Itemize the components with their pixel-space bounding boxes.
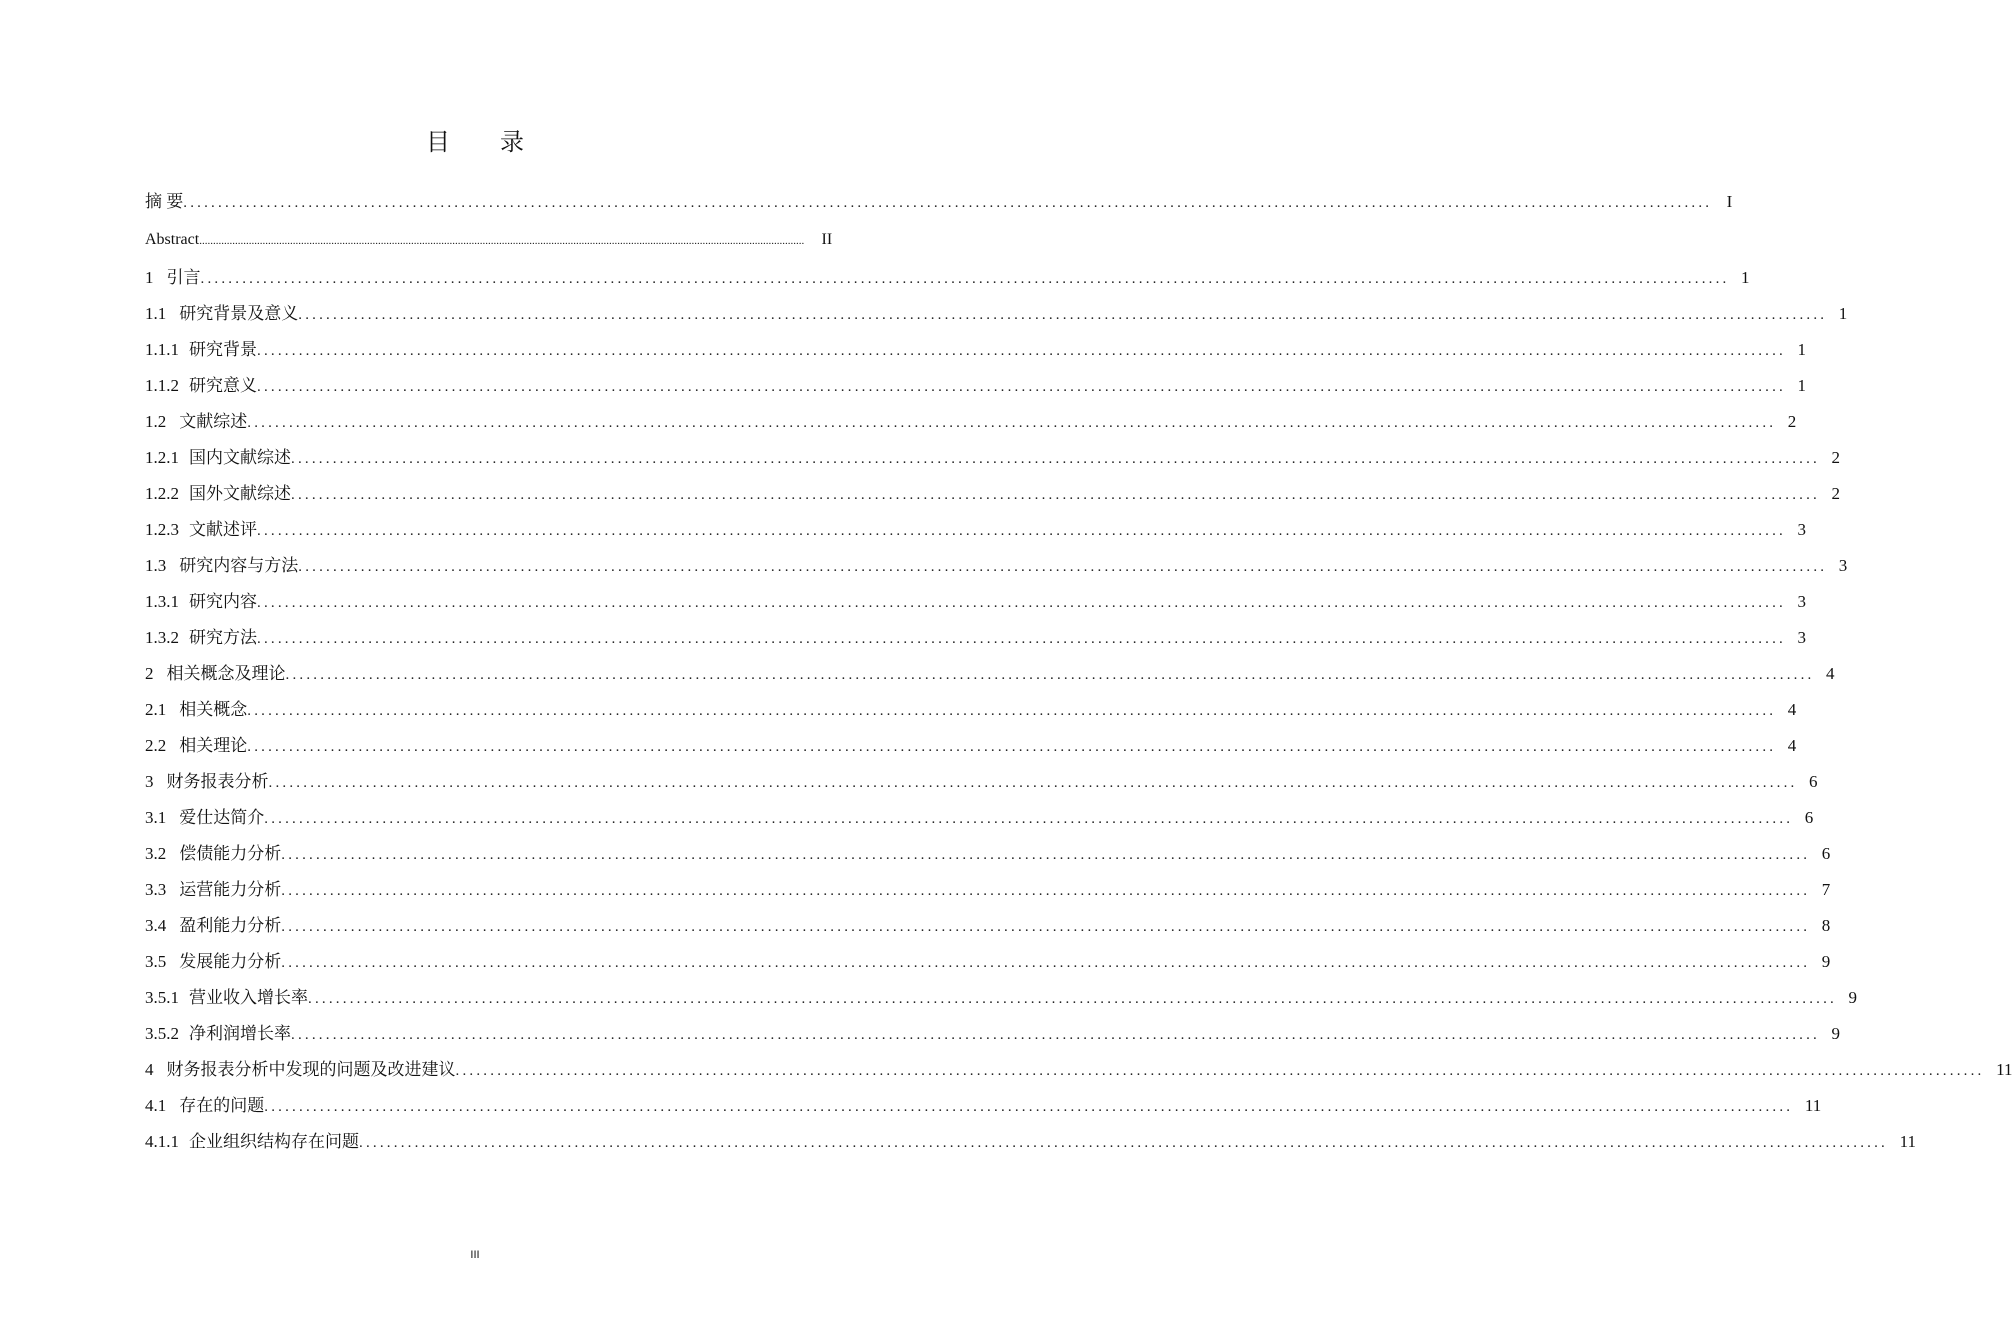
toc-entry-leader-dots: ............................................................................................................................................................................................................................ xyxy=(281,919,1811,935)
toc-entry-page-number: 11 xyxy=(1899,1132,1916,1151)
toc-entry[interactable] xyxy=(145,512,1806,548)
toc-entry-label: 盈利能力分析 xyxy=(179,916,282,935)
toc-entry[interactable] xyxy=(145,1052,2013,1088)
toc-entry-page-number: 3 xyxy=(1797,592,1806,611)
toc-entry-leader-dots: ............................................................................................................................................................................................................................ xyxy=(291,1027,1820,1043)
toc-entry-leader-dots: ............................................................................................................................................................................................................................ xyxy=(268,775,1798,791)
toc-entry-number: 1.3.2 xyxy=(145,628,179,647)
table-of-contents xyxy=(145,184,2013,1160)
toc-entry-label: 摘 要 xyxy=(145,192,184,211)
toc-entry[interactable] xyxy=(145,764,1818,800)
toc-entry-number: 4.1.1 xyxy=(145,1132,179,1151)
toc-entry-leader-dots: ............................................................................................................................................................................................................................ xyxy=(281,883,1811,899)
toc-entry-page-number: 6 xyxy=(1804,808,1814,827)
toc-entry-number: 1.3.1 xyxy=(145,592,179,611)
toc-entry-number: 1.1.2 xyxy=(145,376,179,395)
toc-entry-page-number: 11 xyxy=(1996,1060,2013,1079)
toc-entry-page-number: 3 xyxy=(1797,628,1806,647)
toc-entry[interactable] xyxy=(145,692,1797,728)
toc-entry-label: 文献述评 xyxy=(189,520,257,539)
toc-entry-label: 相关理论 xyxy=(179,736,248,755)
toc-entry-label: 财务报表分析中发现的问题及改进建议 xyxy=(166,1060,456,1079)
toc-entry-page-number: 4 xyxy=(1826,664,1835,683)
toc-entry-page-number: 3 xyxy=(1797,520,1806,539)
toc-entry[interactable] xyxy=(145,1016,1840,1052)
toc-entry-number: 1.3 xyxy=(145,556,167,575)
toc-entry-page-number: 1 xyxy=(1797,376,1806,395)
toc-entry-page-number: 9 xyxy=(1848,988,1857,1007)
toc-entry-label: 净利润增长率 xyxy=(189,1024,291,1043)
toc-entry-leader-dots: ............................................................................................................................................................................................................................ xyxy=(308,991,1837,1007)
toc-entry-number: 3.1 xyxy=(145,808,167,827)
toc-entry[interactable] xyxy=(145,944,1831,980)
toc-entry-leader-dots: ............................................................................................................................................................................................................................ xyxy=(257,595,1786,611)
toc-entry-label: 研究方法 xyxy=(189,628,257,647)
toc-entry-label: 引言 xyxy=(166,268,201,287)
toc-entry[interactable] xyxy=(145,656,1835,692)
toc-entry-label: 偿债能力分析 xyxy=(179,844,282,863)
toc-entry[interactable] xyxy=(145,184,1733,220)
toc-entry-label: 财务报表分析 xyxy=(166,772,269,791)
toc-entry-page-number: 6 xyxy=(1821,844,1831,863)
toc-entry[interactable] xyxy=(145,368,1806,404)
toc-entry-page-number: 2 xyxy=(1831,448,1840,467)
toc-entry-leader-dots: ............................................................................................................................................................................................................................ xyxy=(359,1135,1888,1151)
toc-entry-leader-dots: ............................................................................................................................................................................................................................ xyxy=(281,847,1811,863)
toc-entry-number: 2 xyxy=(145,664,154,683)
toc-entry[interactable] xyxy=(145,404,1797,440)
toc-entry-number: 3.3 xyxy=(145,880,167,899)
toc-entry-page-number: 2 xyxy=(1787,412,1797,431)
toc-entry-label: 研究背景及意义 xyxy=(179,304,299,323)
toc-entry-label: 研究内容与方法 xyxy=(179,556,299,575)
toc-entry-page-number: 3 xyxy=(1838,556,1848,575)
toc-entry-leader-dots: ............................................................................................................................................................................................................................ xyxy=(264,811,1794,827)
toc-entry-label: 运营能力分析 xyxy=(179,880,282,899)
toc-entry-page-number: 1 xyxy=(1838,304,1848,323)
footer-page-number: III xyxy=(470,1249,480,1261)
toc-entry-number: 3.2 xyxy=(145,844,167,863)
toc-entry-label: 国外文献综述 xyxy=(189,484,291,503)
toc-entry-label: 发展能力分析 xyxy=(179,952,282,971)
toc-entry-label: 企业组织结构存在问题 xyxy=(189,1132,359,1151)
toc-entry-label: 营业收入增长率 xyxy=(189,988,308,1007)
toc-entry-label: 相关概念 xyxy=(179,700,248,719)
toc-entry[interactable] xyxy=(145,584,1806,620)
toc-entry-page-number: 6 xyxy=(1809,772,1818,791)
toc-entry-page-number: 4 xyxy=(1787,736,1797,755)
toc-entry[interactable] xyxy=(145,220,833,260)
toc-entry[interactable] xyxy=(145,1088,1822,1124)
toc-entry-label: 研究背景 xyxy=(189,340,257,359)
toc-entry-number: 2.2 xyxy=(145,736,167,755)
toc-entry-leader-dots: ............................................................................................................................................................................................................................ xyxy=(200,271,1730,287)
toc-entry[interactable] xyxy=(145,836,1831,872)
toc-entry[interactable] xyxy=(145,476,1840,512)
toc-entry-number: 1.2 xyxy=(145,412,167,431)
toc-entry-leader-dots: ............................................................................................................................................................................................................................ xyxy=(291,487,1820,503)
toc-entry-leader-dots: ............................................................................................................................................................................................................................ xyxy=(257,379,1786,395)
toc-entry-page-number: 7 xyxy=(1821,880,1831,899)
toc-entry[interactable] xyxy=(145,620,1806,656)
toc-entry-number: 3 xyxy=(145,772,154,791)
toc-entry-page-number: 11 xyxy=(1804,1096,1822,1115)
toc-entry-number: 3.5 xyxy=(145,952,167,971)
toc-entry[interactable] xyxy=(145,728,1797,764)
toc-entry-leader-dots: ............................................................................................................................................................................................................................ xyxy=(264,1099,1794,1115)
toc-entry-leader-dots: ............................................................................................................................................................................................................................ xyxy=(247,415,1777,431)
toc-entry-page-number: 9 xyxy=(1831,1024,1840,1043)
toc-entry-number: 1.2.3 xyxy=(145,520,179,539)
toc-entry-label: 文献综述 xyxy=(179,412,248,431)
toc-entry-page-number: I xyxy=(1726,192,1733,211)
toc-entry-number: 1.1.1 xyxy=(145,340,179,359)
toc-entry-number: 3.5.1 xyxy=(145,988,179,1007)
toc-entry-leader-dots: ............................................................................................................................................................................................................................ xyxy=(257,343,1786,359)
toc-entry-number: 4 xyxy=(145,1060,154,1079)
toc-entry[interactable] xyxy=(145,332,1806,368)
toc-entry-number: 4.1 xyxy=(145,1096,167,1115)
toc-entry-page-number: 9 xyxy=(1821,952,1831,971)
toc-entry-page-number: 4 xyxy=(1787,700,1797,719)
toc-entry-number: 3.5.2 xyxy=(145,1024,179,1043)
toc-entry-label: 爱仕达简介 xyxy=(179,808,265,827)
toc-entry-leader-dots: ............................................................................................................................................................................................................................ xyxy=(257,523,1786,539)
toc-entry-number: 1.2.2 xyxy=(145,484,179,503)
toc-entry-number: 2.1 xyxy=(145,700,167,719)
toc-entry[interactable] xyxy=(145,296,1848,332)
toc-entry-page-number: 1 xyxy=(1797,340,1806,359)
toc-entry-leader-dots: ............................................................................................................................................................................................................................ xyxy=(199,235,805,247)
toc-entry[interactable] xyxy=(145,800,1814,836)
toc-entry-leader-dots: ............................................................................................................................................................................................................................ xyxy=(285,667,1815,683)
toc-entry-page-number: 1 xyxy=(1741,268,1750,287)
toc-entry[interactable] xyxy=(145,980,1857,1016)
toc-entry-leader-dots: ............................................................................................................................................................................................................................ xyxy=(291,451,1820,467)
toc-entry-label: 研究意义 xyxy=(189,376,257,395)
toc-entry-label: 研究内容 xyxy=(189,592,257,611)
toc-entry[interactable] xyxy=(145,440,1840,476)
toc-entry-page-number: 8 xyxy=(1821,916,1831,935)
toc-entry-number: 1.1 xyxy=(145,304,167,323)
toc-entry[interactable] xyxy=(145,1124,1916,1160)
toc-entry-leader-dots: ............................................................................................................................................................................................................................ xyxy=(247,703,1777,719)
toc-entry-leader-dots: ............................................................................................................................................................................................................................ xyxy=(247,739,1777,755)
toc-entry-label: Abstract xyxy=(145,231,200,248)
page-title: 目 录 xyxy=(426,130,546,156)
toc-entry-number: 3.4 xyxy=(145,916,167,935)
toc-entry-number: 1.2.1 xyxy=(145,448,179,467)
toc-entry[interactable] xyxy=(145,260,1750,296)
toc-entry-label: 国内文献综述 xyxy=(189,448,291,467)
toc-entry-page-number: 2 xyxy=(1831,484,1840,503)
toc-entry-label: 相关概念及理论 xyxy=(166,664,286,683)
toc-entry-number: 1 xyxy=(145,268,154,287)
toc-entry[interactable] xyxy=(145,872,1831,908)
toc-entry[interactable] xyxy=(145,908,1831,944)
toc-entry-leader-dots: ............................................................................................................................................................................................................................ xyxy=(183,195,1713,211)
toc-entry-page-number: II xyxy=(821,231,833,248)
toc-entry-leader-dots: ............................................................................................................................................................................................................................ xyxy=(298,559,1828,575)
toc-entry[interactable] xyxy=(145,548,1848,584)
toc-entry-leader-dots: ............................................................................................................................................................................................................................ xyxy=(281,955,1811,971)
toc-entry-leader-dots: ............................................................................................................................................................................................................................ xyxy=(298,307,1828,323)
toc-entry-label: 存在的问题 xyxy=(179,1096,265,1115)
toc-entry-leader-dots: ............................................................................................................................................................................................................................ xyxy=(257,631,1786,647)
toc-entry-leader-dots: ............................................................................................................................................................................................................................ xyxy=(455,1063,1985,1079)
